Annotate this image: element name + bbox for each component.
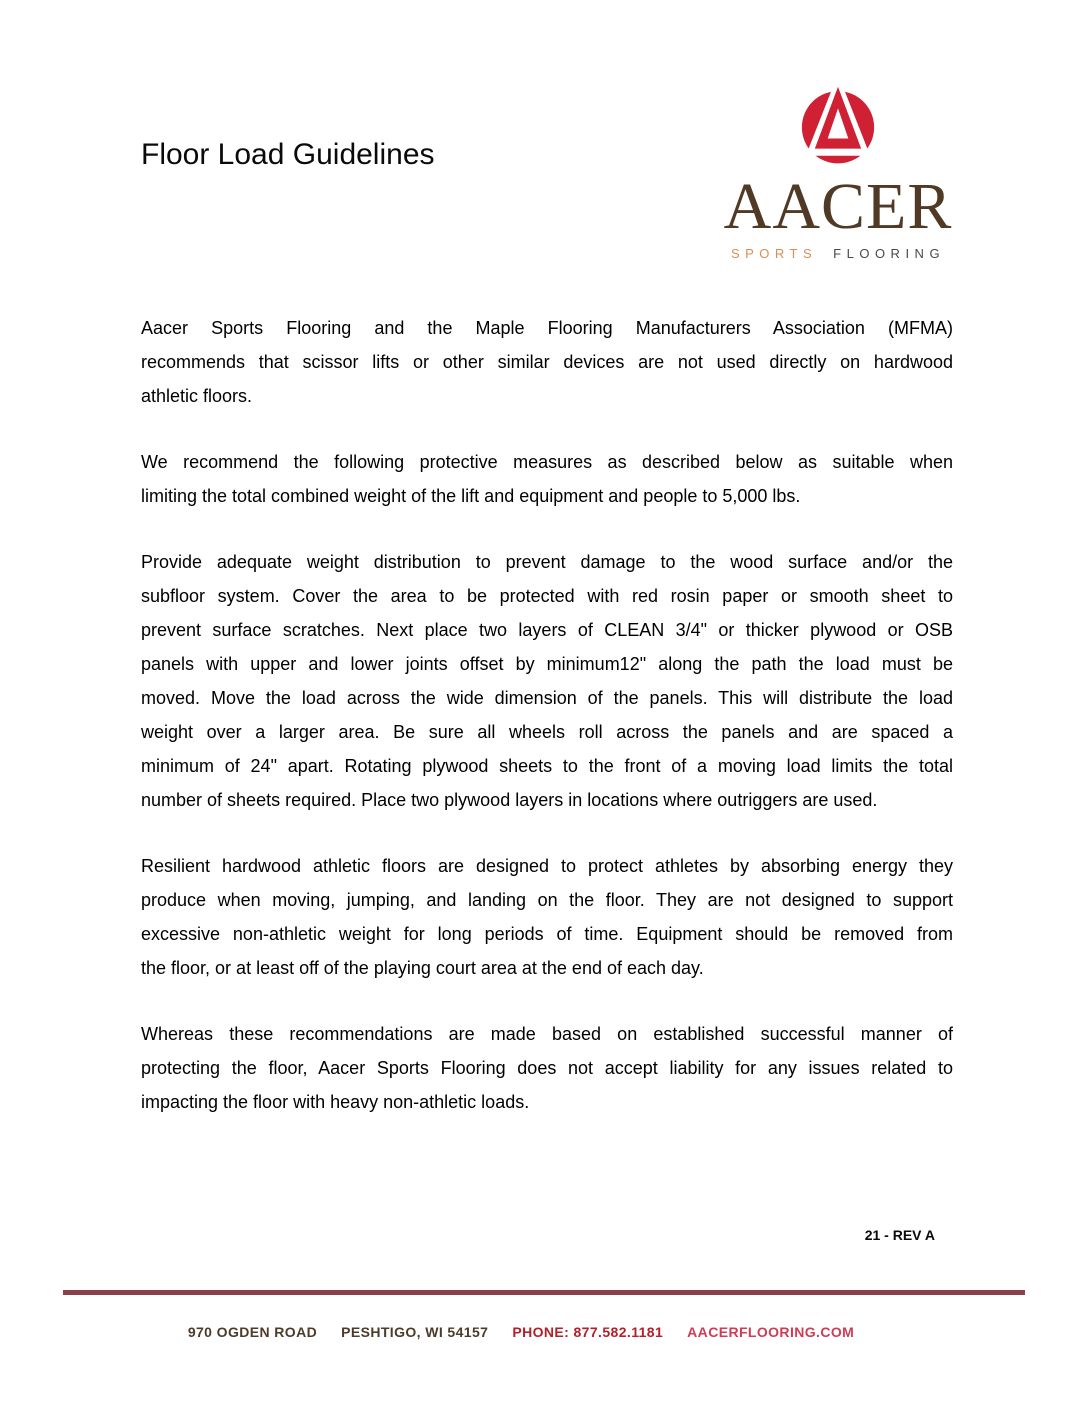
text-line: produce when moving, jumping, and landing on the floor. They are not designed to support [141,890,953,910]
page-revision-label: 21 - REV A [864,1227,935,1243]
footer-contact-line [0,1324,1088,1340]
text-line: impacting the floor with heavy non-athletic loads. [141,1092,530,1112]
page-title: Floor Load Guidelines [141,138,435,172]
paragraph-liability [141,1017,953,1119]
text-line: We recommend the following protective measures as described below as suitable when [141,452,953,472]
logo-wordmark: AACER [723,170,953,243]
text-line: moved. Move the load across the wide dimension of the panels. This will distribute the load [141,688,953,708]
text-line: panels with upper and lower joints offset by minimum12" along the path the load must be [141,654,953,674]
footer-phone: PHONE: 877.582.1181 [512,1324,664,1340]
text-line: Resilient hardwood athletic floors are designed to protect athletes by absorbing energy they [141,856,953,876]
tagline-flooring: FLOORING [833,246,946,261]
paragraph-protective-measures [141,545,953,817]
footer-website: AACERFLOORING.COM [687,1324,855,1340]
text-line: the floor, or at least off of the playing court area at the end of each day. [141,958,704,978]
text-line: Provide adequate weight distribution to prevent damage to the wood surface and/or the [141,552,953,572]
footer-city-state-zip: PESHTIGO, WI 54157 [341,1324,489,1340]
footer-street-address: 970 OGDEN ROAD [187,1324,318,1340]
document-body [141,311,953,1151]
text-line: number of sheets required. Place two plywood layers in locations where outriggers are used. [141,790,878,810]
tagline-sports: SPORTS [730,246,818,261]
aacer-logo [712,86,964,261]
text-line: protecting the floor, Aacer Sports Flooring does not accept liability for any issues related to [141,1058,953,1078]
text-line: weight over a larger area. Be sure all wheels roll across the panels and are spaced a [141,722,953,742]
paragraph-weight-limit [141,445,953,513]
paragraph-mfma-recommendation [141,311,953,413]
aacer-a-monogram-icon [795,86,881,172]
text-line: athletic floors. [141,386,253,406]
text-line: subfloor system. Cover the area to be protected with red rosin paper or smooth sheet to [141,586,953,606]
paragraph-resilient-floors [141,849,953,985]
text-line: Whereas these recommendations are made based on established successful manner of [141,1024,953,1044]
text-line: Aacer Sports Flooring and the Maple Flooring Manufacturers Association (MFMA) [141,318,953,338]
text-line: excessive non-athletic weight for long periods of time. Equipment should be removed from [141,924,953,944]
text-line: limiting the total combined weight of the lift and equipment and people to 5,000 lbs. [141,486,801,506]
footer-rule [63,1290,1025,1295]
logo-tagline [731,246,945,261]
text-line: recommends that scissor lifts or other similar devices are not used directly on hardwood [141,352,953,372]
text-line: minimum of 24" apart. Rotating plywood sheets to the front of a moving load limits the total [141,756,953,776]
text-line: prevent surface scratches. Next place two layers of CLEAN 3/4" or thicker plywood or OSB [141,620,953,640]
